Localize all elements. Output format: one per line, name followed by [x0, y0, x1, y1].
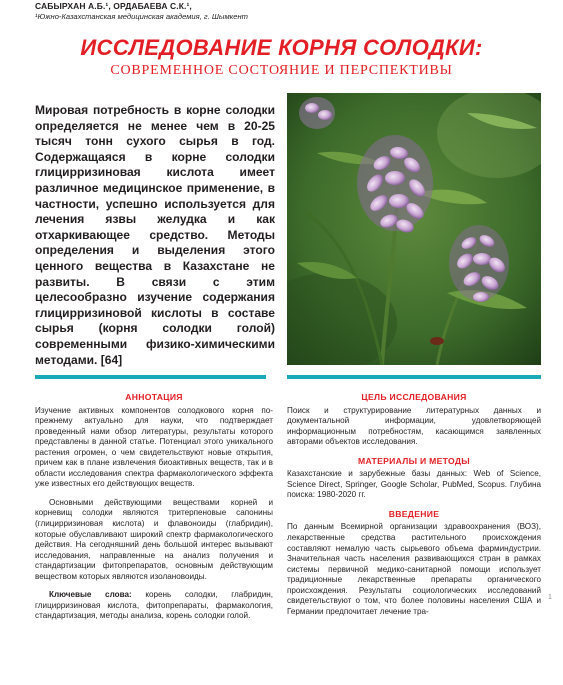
keywords-text: корень солодки, глабридин, глицирризиновая кислота, фитопрепараты, фармакология, стандартизация, методы анализа, корень солодки голой.: [35, 590, 274, 621]
authors: САБЫРХАН А.Б.¹, ОРДАБАЕВА С.К.¹,: [35, 1, 192, 11]
annotation-paragraph-2: Основными действующими веществами корней и корневищ солодки являются тритерпеновые сапонины (глицирризиновая кислота) и флавоноиды (глабридин), которые обуславливают широкий спектр фармакологического действия. На сегодняшний день большой интерес вызывают исследования, направленные на анализ получения и стандартизации фитопрепаратов, основным действующим веществом которых являются изолановоиды.: [35, 497, 273, 581]
intro-heading: ВВЕДЕНИЕ: [388, 508, 440, 519]
methods-text: Казахстанские и зарубежные базы данных: Web of Science, Science Direct, Springer, Google Scholar, PubMed, Scopus. Глубина поиска: 1980-2020 гг.: [287, 469, 541, 500]
methods-heading: МАТЕРИАЛЫ И МЕТОДЫ: [358, 455, 470, 466]
goal-heading: ЦЕЛЬ ИССЛЕДОВАНИЯ: [361, 392, 467, 402]
page-mark: 1: [548, 594, 552, 601]
keywords-label: Ключевые слова:: [49, 590, 132, 600]
article-title: ИССЛЕДОВАНИЕ КОРНЯ СОЛОДКИ:: [80, 35, 483, 60]
divider-left: [35, 375, 266, 379]
article-subtitle: СОВРЕМЕННОЕ СОСТОЯНИЕ И ПЕРСПЕКТИВЫ: [110, 63, 453, 78]
goal-text: Поиск и структурирование литературных данных и документальной информации, удовлетворяющей информационным потребностям, касающимся заявленных авторами объектов исследования.: [287, 405, 541, 447]
left-column: [35, 392, 273, 622]
keywords-paragraph: [35, 590, 273, 622]
intro-text: По данным Всемирной организации здравоохранения (ВОЗ), лекарственные средства растительного происхождения составляют немалую часть сырьевого объема фарминдустрии. Значительная часть населения развивающихся стран в рамках системы первичной медико-санитарной помощи использует традиционные лекарственные препараты органического происхождения. Результаты социологических исследований свидетельствуют о том, что более половины населения США и Германии предпочитает лечение тра-: [287, 522, 541, 616]
annotation-paragraph-1: Изучение активных компонентов солодкового корня по-прежнему актуально для науки, что подтверждает проведенный нами обзор литературы, результаты которого представлены в данной статье. Потенциал этого уникального растения огромен, о чем свидетельствуют новые открытия, причем как в плане извлечения биоактивных веществ, так и в области исследования спектра фармакологического эффекта уже известных его действующих веществ.: [35, 405, 273, 489]
licorice-flower-photo: [287, 93, 541, 365]
divider-right: [287, 375, 541, 379]
affiliation: ¹Южно-Казахстанская медицинская академия, г. Шымкент: [35, 12, 248, 21]
abstract-lead: Мировая потребность в корне солодки определяется не менее чем в 20-25 тысяч тонн сухого сырья в год. Содержащаяся в корне солодки глицирризиновая кислота имеет различное медицинское применение, в частности, успешно используется для лечения язвы желудка и как отхаркивающее средство. Методы определения и выделения этого ценного вещества в Казахстане не развиты. В связи с этим целесообразно изучение содержания глицирризиновой кислоты в составе сырья (корня солодки голой) современными физико-химическими методами. [64]: [35, 103, 275, 367]
annotation-heading: АННОТАЦИЯ: [125, 392, 183, 402]
right-column: [287, 392, 541, 617]
